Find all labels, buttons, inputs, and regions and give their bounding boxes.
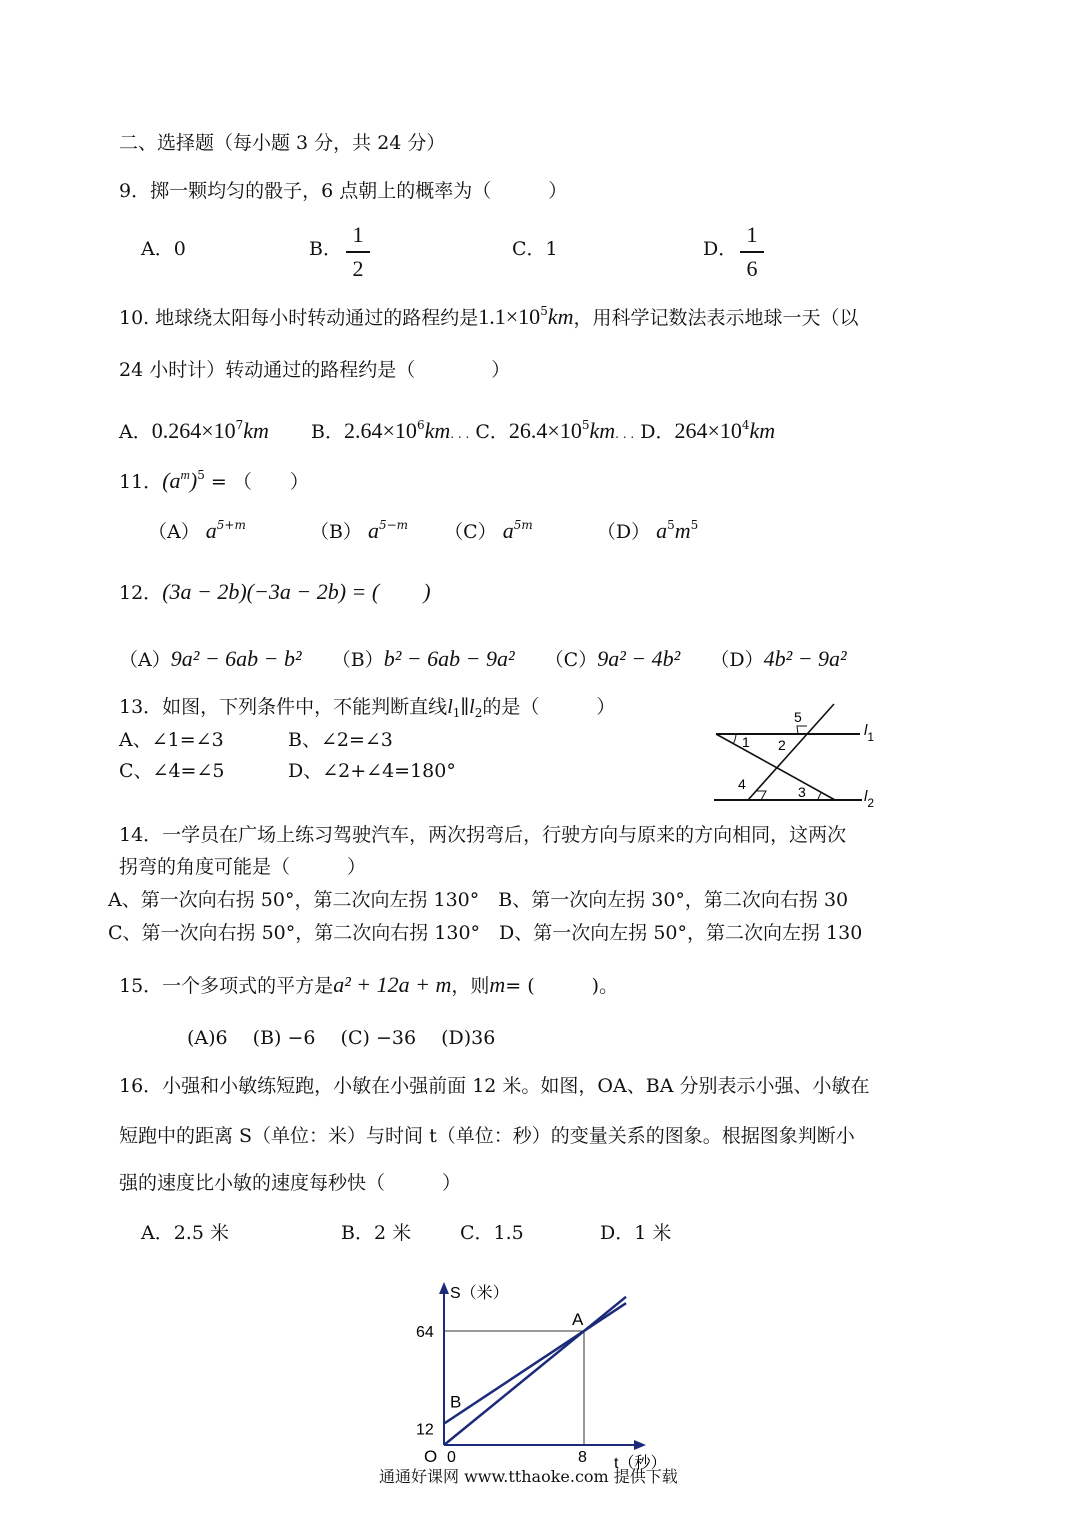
q13-option-c: C、∠4=∠5 — [119, 760, 225, 782]
q12-d-label: （D） — [710, 649, 764, 671]
q13-l1: l — [447, 696, 453, 718]
q13-stem-text1: 13．如图，下列条件中，不能判断直线 — [119, 696, 448, 718]
l2-subscript: 2 — [867, 796, 875, 810]
q10-stem-exp: 5 — [540, 304, 548, 318]
q10-b-label: B． — [311, 421, 345, 443]
angle-label-5: 5 — [794, 709, 802, 725]
q10-dots: . . . — [615, 427, 635, 441]
angle-mark-3 — [818, 793, 821, 800]
q10-d-label: D． — [640, 421, 675, 443]
footer-text: 通通好课网 www.tthaoke.com 提供下载 — [379, 1467, 678, 1486]
q10-stem-unit: km — [547, 304, 574, 329]
l1-subscript: 1 — [867, 730, 875, 744]
q10-a-label: A． — [119, 421, 152, 443]
fraction-bar — [740, 251, 764, 253]
q12-c-label: （C） — [544, 649, 598, 671]
angle-label-1: 1 — [742, 734, 750, 750]
q10-stem-line2: 24 小时计）转动通过的路程约是（ ） — [119, 359, 511, 381]
q9-option-a: A．0 — [141, 238, 186, 260]
series-line-ba — [444, 1303, 626, 1423]
q11-eq: = （ ） — [204, 471, 309, 493]
q10-b-value: 2.64×10 — [344, 418, 417, 443]
q15-stem-text3: = ( )。 — [505, 975, 619, 997]
q11-base: (a — [162, 468, 181, 493]
q11-a-base: a — [205, 518, 217, 543]
q11-a-exp: 5+m — [216, 518, 246, 532]
line-label-l1 — [864, 722, 874, 744]
q9-option-d-fraction — [740, 222, 764, 282]
line-label-l2 — [864, 788, 874, 810]
q15-stem-text2: ，则 — [451, 975, 490, 997]
q11-c-label: （C） — [444, 521, 497, 543]
q9-stem: 9．掷一颗均匀的骰子，6 点朝上的概率为（ ） — [119, 180, 568, 202]
q10-d-value: 264×10 — [674, 418, 742, 443]
y-tick-label-12: 12 — [416, 1421, 434, 1439]
q10-dots: . . . — [450, 427, 470, 441]
l1-letter: l — [864, 722, 868, 739]
numerator: 1 — [746, 222, 758, 247]
x-tick-label-0: 0 — [447, 1449, 456, 1466]
x-axis-arrow — [634, 1440, 646, 1450]
y-axis-label: S（米） — [450, 1285, 509, 1302]
q15-expr: a² + 12a + m — [333, 972, 452, 997]
q13-stem — [119, 696, 616, 720]
q15-options: (A)6 (B) −6 (C) −36 (D)36 — [187, 1027, 496, 1049]
q10-stem-math: 1.1×10 — [478, 304, 541, 329]
q10-b-unit: km — [424, 418, 451, 443]
q11-options — [148, 520, 698, 542]
y-axis-arrow — [439, 1282, 449, 1294]
q16-stem-line3: 强的速度比小敏的速度每秒快（ ） — [119, 1172, 462, 1194]
q12-num: 12． — [119, 582, 163, 604]
q10-a-exp: 7 — [235, 418, 244, 432]
q12-a-label: （A） — [119, 649, 171, 671]
numerator: 1 — [352, 222, 364, 247]
q13-option-a: A、∠1=∠3 — [119, 729, 224, 751]
transversal-2 — [748, 704, 834, 800]
angle-label-2: 2 — [778, 737, 786, 753]
q13-l2-sub: 2 — [474, 706, 483, 720]
q11-a-label: （A） — [148, 521, 200, 543]
q12-a-expr: 9a² − 6ab − b² — [170, 646, 302, 671]
q14-options-ab: A、第一次向右拐 50°，第二次向左拐 130° B、第一次向左拐 30°，第二次向右拐 30 — [108, 889, 849, 911]
q10-c-value: 26.4×10 — [508, 418, 582, 443]
q12-d-expr: 4b² − 9a² — [763, 646, 847, 671]
q10-d-exp: 4 — [741, 418, 750, 432]
q10-stem-text: 10. 地球绕太阳每小时转动通过的路程约是 — [119, 307, 479, 329]
q11-five: 5 — [197, 468, 205, 482]
q16-distance-time-chart — [410, 1278, 670, 1478]
q11-stem — [119, 467, 309, 493]
q10-c-unit: km — [589, 418, 616, 443]
l2-letter: l — [864, 788, 868, 805]
q16-option-d: D．1 米 — [600, 1222, 672, 1244]
q11-d-label: （D） — [596, 521, 651, 543]
denominator: 2 — [352, 255, 364, 281]
q13-option-b: B、∠2=∠3 — [288, 729, 393, 751]
q16-option-b: B．2 米 — [341, 1222, 412, 1244]
q9-option-d-label: D． — [703, 238, 738, 260]
q9-option-b-fraction — [346, 222, 370, 282]
q10-b-exp: 6 — [416, 418, 425, 432]
section-title: 二、选择题（每小题 3 分，共 24 分） — [119, 132, 446, 154]
q11-b-exp: 5−m — [378, 518, 409, 532]
q10-stem-line1 — [119, 306, 859, 328]
q11-m: m — [180, 467, 190, 482]
q15-stem — [119, 974, 618, 996]
q12-options — [119, 648, 847, 670]
transversal-1 — [716, 734, 835, 800]
q11-num: 11． — [119, 471, 163, 493]
q9-option-c: C．1 — [512, 238, 558, 260]
fraction-bar — [346, 251, 370, 253]
q15-stem-text1: 15．一个多项式的平方是 — [119, 975, 334, 997]
angle-label-3: 3 — [798, 784, 806, 800]
angle-mark-1 — [733, 734, 736, 744]
q16-option-a: A．2.5 米 — [141, 1222, 229, 1244]
y-tick-label-64: 64 — [416, 1324, 434, 1341]
angle-mark-4 — [756, 791, 766, 800]
q13-parallel: ∥ — [460, 696, 470, 718]
q12-expr: (3a − 2b)(−3a − 2b) = ( ) — [162, 579, 431, 604]
q10-a-value: 0.264×10 — [151, 418, 236, 443]
q12-stem — [119, 581, 431, 603]
q10-stem-text2: ，用科学记数法表示地球一天（以 — [573, 307, 859, 329]
q16-stem-line1: 16．小强和小敏练短跑，小敏在小强前面 12 米。如图，OA、BA 分别表示小强、小敏在 — [119, 1075, 870, 1097]
q14-stem-line1: 14．一学员在广场上练习驾驶汽车，两次拐弯后，行驶方向与原来的方向相同，这两次 — [119, 824, 847, 846]
q13-option-d: D、∠2+∠4=180° — [288, 760, 456, 782]
q10-d-unit: km — [749, 418, 776, 443]
angle-label-4: 4 — [738, 776, 746, 792]
q14-stem-line2: 拐弯的角度可能是（ ） — [119, 856, 367, 878]
q11-d-m: m — [674, 518, 691, 543]
q10-options — [119, 420, 775, 442]
series-line-oa — [444, 1297, 626, 1445]
q13-l1-sub: 1 — [452, 706, 461, 720]
q10-a-unit: km — [243, 418, 269, 443]
q13-l2: l — [469, 696, 475, 718]
denominator: 6 — [746, 255, 758, 281]
origin-label: O — [424, 1447, 438, 1466]
q12-b-expr: b² − 6ab − 9a² — [383, 646, 515, 671]
q12-b-label: （B） — [331, 649, 384, 671]
q11-d-exp: 5 — [667, 518, 675, 532]
point-label-a: A — [572, 1310, 584, 1329]
point-label-b: B — [450, 1392, 462, 1412]
q13-stem-text2: 的是（ ） — [482, 696, 616, 718]
q11-c-base: a — [502, 518, 514, 543]
q10-c-exp: 5 — [581, 418, 590, 432]
q11-b-base: a — [367, 518, 379, 543]
q14-options-cd: C、第一次向右拐 50°，第二次向右拐 130° D、第一次向左拐 50°，第二次向左拐 130 — [108, 922, 863, 944]
angle-mark-5 — [797, 726, 807, 734]
q15-m: m — [489, 972, 506, 997]
series-lines — [444, 1297, 626, 1445]
q13-figure — [710, 702, 885, 810]
x-axis-label: t（秒） — [614, 1455, 667, 1472]
q11-close: ) — [189, 468, 198, 493]
point-labels — [450, 1310, 584, 1412]
q10-c-label: C． — [475, 421, 509, 443]
q11-c-exp: 5m — [513, 518, 533, 532]
q11-b-label: （B） — [309, 521, 362, 543]
q9-option-b-label: B． — [309, 238, 342, 260]
q12-c-expr: 9a² − 4b² — [597, 646, 681, 671]
x-tick-label-8: 8 — [578, 1449, 587, 1466]
q16-stem-line2: 短跑中的距离 S（单位：米）与时间 t（单位：秒）的变量关系的图象。根据图象判断小 — [119, 1125, 855, 1147]
q11-d-mexp: 5 — [690, 518, 699, 532]
q11-d-base: a — [656, 518, 668, 543]
q16-option-c: C．1.5 — [460, 1222, 524, 1244]
